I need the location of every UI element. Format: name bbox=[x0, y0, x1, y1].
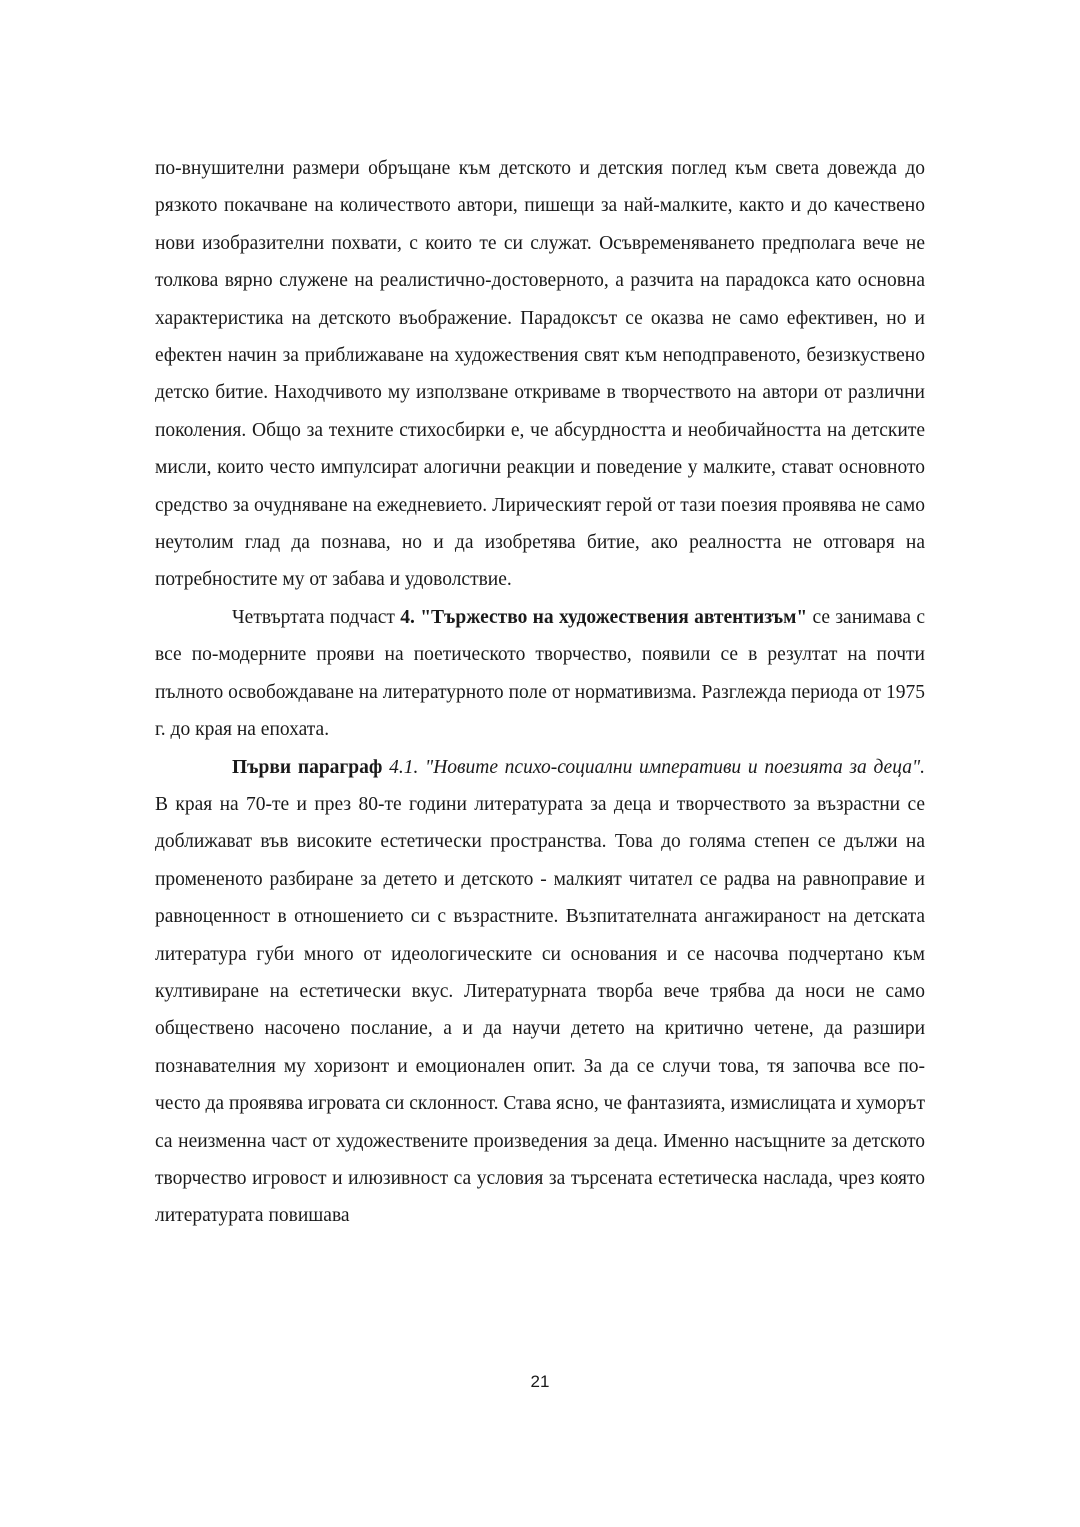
paragraph-3-lead: Първи параграф bbox=[232, 756, 383, 778]
paragraph-3-title: 4.1. "Новите психо-социални императиви и поезията за деца". bbox=[382, 756, 926, 778]
page-number: 21 bbox=[530, 1372, 550, 1391]
paragraph-3-text: В края на 70-те и през 80-те години литературата за деца и творчеството за възрастни се доближават във високите естетически пространства. Това до голяма степен се дължи на промененото разбиране за детето и детското - малкият читател се радва на равноправие и равноценност в отношението си с възрастните. Възпитателната ангажираност на детската литература губи много от идеологическите си основания и се насочва подчертано към култивиране на естетически вкус. Литературната творба вече трябва да носи не само обществено насочено послание, а и да научи детето на критично четене, да разшири познавателния му хоризонт и емоционален опит. За да се случи това, тя започва все по-често да проявява игровата си склонност. Става ясно, че фантазията, измислицата и хуморът са неизменна част от художествените произведения за деца. Именно насъщните за детското творчество игровост и илюзивност са условия за търсената естетическа наслада, чрез която литературата повишава bbox=[155, 793, 925, 1227]
paragraph-3 bbox=[155, 749, 925, 1235]
paragraph-1 bbox=[155, 150, 925, 599]
paragraph-2-text: се занимава с все по-модерните прояви на поетическото творчество, появили се в резултат на почти пълното освобождаване на литературното поле от нормативизма. Разглежда периода от 1975 г. до края на епохата. bbox=[155, 606, 925, 741]
paragraph-1-text: по-внушителни размери обръщане към детското и детския поглед към света довежда до рязкото покачване на количеството автори, пишещи за най-малките, както и до качествено нови изобразителни похвати, с които те си служат. Осъвременяването предполага вече не толкова вярно служене на реалистично-достоверното, а разчита на парадокса като основна характеристика на детското въображение. Парадоксът се оказва не само ефективен, но и ефектен начин за приближаване на художествения свят към неподправеното, безизкуствено детско битие. Находчивото му използване откриваме в творчеството на автори от различни поколения. Общо за техните стихосбирки е, че абсурдността и необичайността на детските мисли, които често импулсират алогични реакции и поведение у малките, стават основното средство за очудняване на ежедневието. Лирическият герой от тази поезия проявява не само неутолим глад да познава, но и да изобретява битие, ако реалността не отговаря на потребностите му от забава и удоволствие. bbox=[155, 158, 925, 591]
paragraph-2-lead: Четвъртата подчаст bbox=[232, 606, 401, 628]
paragraph-2 bbox=[155, 599, 925, 749]
paragraph-2-heading: 4. "Тържество на художествения автентизъм" bbox=[400, 606, 808, 628]
body-text bbox=[155, 150, 925, 1235]
